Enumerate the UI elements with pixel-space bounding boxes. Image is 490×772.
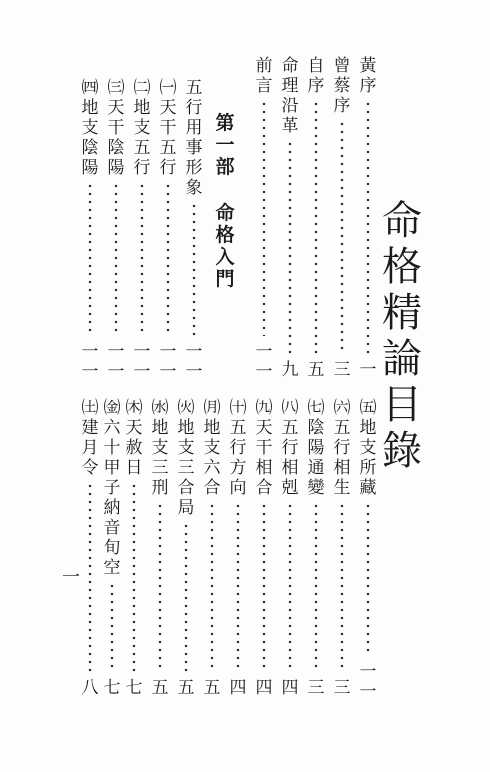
dot-leader: [88, 182, 92, 336]
dot-leader: [166, 182, 170, 336]
toc-entry-title: 前 言: [255, 56, 273, 96]
toc-entry-title: ㈡ 地 支 五 行: [133, 78, 151, 178]
dot-leader: [140, 182, 144, 336]
toc-entry-page: 三: [333, 678, 351, 698]
section-part-label: 第 一 部: [215, 112, 235, 178]
section-heading: [212, 112, 238, 290]
dot-leader: [110, 582, 114, 672]
toc-entry-page: 一: [359, 360, 377, 380]
toc-entry-page: 五: [203, 678, 221, 698]
toc-entry-title: 五 行 用 事 形 象: [185, 78, 203, 198]
toc-entry-page: 四: [255, 678, 273, 698]
toc-entry-page: 五: [177, 678, 195, 698]
dot-leader: [366, 100, 370, 354]
toc-entry-title: ㈣ 地 支 陰 陽: [81, 78, 99, 178]
toc-entry-title: ㈮ 六 十 甲 子 納 音 旬 空: [103, 398, 121, 578]
dot-leader: [236, 502, 240, 672]
dot-leader: [366, 502, 370, 656]
toc-entry-title: ㈫ 地 支 三 合 局: [177, 398, 195, 518]
toc-entry-page: 八: [81, 678, 99, 698]
toc-entry-page: 五: [307, 360, 325, 380]
toc-entry-title: 命 理 沿 革: [281, 56, 299, 136]
toc-entry-title: ㈢ 天 干 陰 陽: [107, 78, 125, 178]
toc-entry-title: ㈩ 五 行 方 向: [229, 398, 247, 498]
toc-entry-title: ㈧ 五 行 相 剋: [281, 398, 299, 498]
toc-entry-page: 四: [229, 678, 247, 698]
toc-entry-title: ㈥ 五 行 相 生: [333, 398, 351, 498]
toc-entry-page: 一 一: [107, 342, 125, 382]
toc-entry-page: 一 一: [159, 342, 177, 382]
toc-entry-page: 三: [307, 678, 325, 698]
toc-entry-title: ㈤ 地 支 所 藏: [359, 398, 377, 498]
toc-entry-title: ㈠ 天 干 五 行: [159, 78, 177, 178]
page-number: 一: [62, 567, 80, 588]
dot-leader: [158, 502, 162, 672]
toc-entry-page: 七: [103, 678, 121, 698]
dot-leader: [314, 100, 318, 354]
toc-entry-title: ㈦ 陰 陽 通 變: [307, 398, 325, 498]
toc-entry-title: 黃 序: [359, 56, 377, 96]
toc-title: 命 格 精 論 目 錄: [382, 198, 422, 474]
dot-leader: [132, 482, 136, 672]
dot-leader: [192, 202, 196, 336]
toc-entry-page: 七: [125, 678, 143, 698]
toc-entry-title: ㈨ 天 干 相 合: [255, 398, 273, 498]
toc-entry-title: 曾 蔡 序: [333, 56, 351, 116]
dot-leader: [340, 502, 344, 672]
dot-leader: [340, 120, 344, 354]
toc-entry-page: 三: [333, 360, 351, 380]
dot-leader: [288, 502, 292, 672]
toc-entry-page: 一 一: [185, 342, 203, 382]
dot-leader: [114, 182, 118, 336]
dot-leader: [184, 522, 188, 672]
dot-leader: [88, 482, 92, 672]
toc-entry-title: ㈪ 地 支 六 合: [203, 398, 221, 498]
dot-leader: [262, 100, 266, 336]
toc-entry-page: 一 一: [133, 342, 151, 382]
toc-entry-page: 九: [281, 360, 299, 380]
toc-entry-page: 一 一: [359, 662, 377, 702]
toc-entry-title: ㈬ 地 支 三 刑: [151, 398, 169, 498]
dot-leader: [288, 140, 292, 354]
dot-leader: [210, 502, 214, 672]
dot-leader: [314, 502, 318, 672]
section-name-label: 命 格 入 門: [215, 202, 235, 290]
toc-entry-page: 四: [281, 678, 299, 698]
toc-entry-page: 五: [151, 678, 169, 698]
toc-entry-page: 一 一: [81, 342, 99, 382]
toc-entry-title: ㈯ 建 月 令: [81, 398, 99, 478]
dot-leader: [262, 502, 266, 672]
toc-entry-title: 自 序: [307, 56, 325, 96]
toc-entry-page: 一 一: [255, 342, 273, 382]
toc-entry-title: ㈭ 天 赦 日: [125, 398, 143, 478]
